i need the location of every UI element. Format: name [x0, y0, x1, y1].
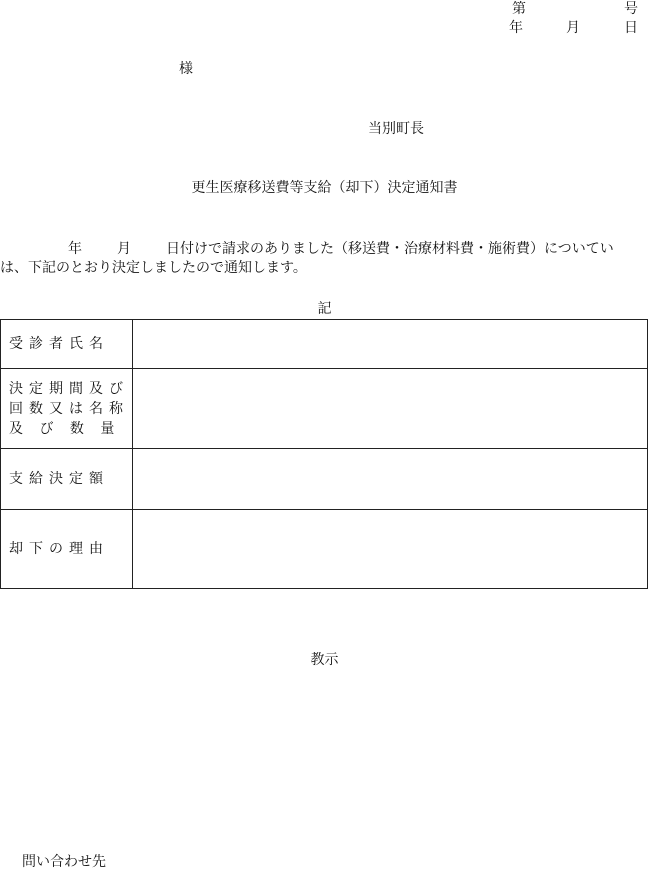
table-label-cell — [1, 510, 133, 589]
sender-name: 当別町長 — [368, 121, 424, 137]
document-title: 更生医療移送費等支給（却下）決定通知書 — [191, 180, 458, 196]
body-year-label: 年 — [68, 241, 82, 257]
kyoji-heading: 教示 — [310, 652, 339, 668]
table-label-line: 受診者氏名 — [9, 336, 109, 352]
table-label-line: 回数又は名称 — [9, 400, 129, 417]
table-label-line: 支給決定額 — [9, 471, 109, 487]
detail-table — [0, 319, 648, 589]
table-label-line: 却下の理由 — [9, 541, 109, 557]
body-line-2: は、下記のとおり決定しましたので通知します。 — [0, 260, 307, 276]
body-line-1 — [0, 240, 649, 259]
table-row — [1, 320, 648, 369]
table-value-cell — [133, 510, 648, 589]
date-day-label: 日 — [624, 20, 638, 36]
date-year-label: 年 — [509, 20, 523, 36]
body-month-label: 月 — [117, 241, 131, 257]
table-label-cell — [1, 369, 133, 449]
doc-number-suffix: 号 — [624, 1, 638, 17]
table-label-line: 決定期間及び — [9, 380, 129, 397]
body-line-1-text: 日付けで請求のありました（移送費・治療材料費・施術費）についてい — [166, 241, 614, 257]
ki-heading: 記 — [317, 301, 332, 317]
table-label-cell — [1, 449, 133, 510]
doc-number-prefix: 第 — [512, 1, 526, 17]
table-value-cell — [133, 369, 648, 449]
table-label-cell — [1, 320, 133, 369]
table-value-cell — [133, 449, 648, 510]
table-row — [1, 369, 648, 449]
table-label-line: 及 び 数 量 — [9, 420, 121, 437]
table-value-cell — [133, 320, 648, 369]
body-paragraph — [0, 240, 649, 278]
table-row — [1, 449, 648, 510]
contact-label: 問い合わせ先 — [22, 854, 106, 870]
addressee-honorific: 様 — [179, 61, 193, 77]
table-row — [1, 510, 648, 589]
date-month-label: 月 — [566, 20, 580, 36]
